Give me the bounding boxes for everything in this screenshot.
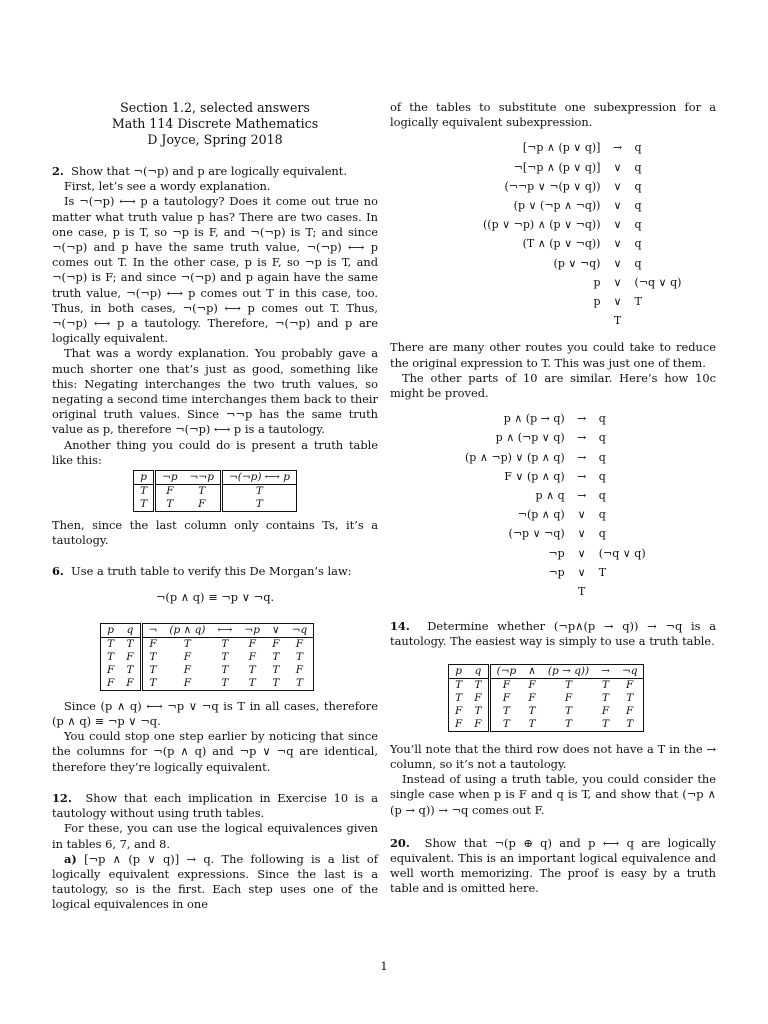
- exercise-prompt: Show that ¬(¬p) and p are logically equivalent.: [71, 164, 347, 178]
- chain-row: [478, 254, 686, 273]
- paragraph: Is ¬(¬p) ⟷ p a tautology? Does it come out true no matter what truth value p has? There are two cases. In one case, p is T, so ¬p is F, and ¬(¬p) is T; and since ¬(¬p) and p have the same truth value, ¬(¬p) ⟷ p comes out T. In the other case, p is F, so ¬p is T, and ¬(¬p) is F; and since ¬(¬p) and p again have the same truth value, ¬(¬p) ⟷ p comes out T in this case, too. Thus, in both cases, ¬(¬p) ⟷ p comes out T. Thus, ¬(¬p) ⟷ p a tautology. Therefore, ¬(¬p) and p are logically equivalent.: [52, 194, 378, 346]
- table-cell: T: [149, 676, 157, 689]
- table-header: p: [449, 664, 469, 678]
- table-cell: T: [626, 717, 634, 730]
- chain-right: q: [598, 431, 606, 445]
- paragraph: Another thing you could do is present a truth table like this:: [52, 437, 378, 467]
- table-row: [449, 678, 644, 692]
- paragraph: The other parts of 10 are similar. Here’s how 10c might be proved.: [390, 370, 716, 401]
- chain-row: [460, 467, 651, 486]
- chain-left: p ∧ (¬p ∨ q): [495, 431, 565, 445]
- chain-left: ¬[¬p ∧ (p ∨ q)]: [513, 160, 601, 174]
- chain-row: [460, 409, 651, 428]
- section-title: Section 1.2, selected answers: [120, 100, 310, 115]
- part-label: a): [64, 851, 77, 866]
- chain-row: [478, 215, 686, 234]
- chain-right: q: [598, 450, 606, 464]
- table-cell: T: [248, 676, 256, 689]
- table-cell: F: [183, 676, 192, 689]
- paragraph: of the tables to substitute one subexpression for a logically equivalent subexpression.: [390, 100, 716, 130]
- chain-row: [460, 582, 651, 601]
- course-title: Math 114 Discrete Mathematics: [111, 116, 319, 131]
- table-cell: F: [107, 676, 115, 689]
- table-cell: T: [528, 717, 536, 730]
- table-header: ¬(¬p) ⟷ p: [221, 471, 296, 485]
- table-header: ∨: [266, 623, 286, 637]
- chain-operator: ∨: [613, 160, 622, 174]
- paragraph: Instead of using a truth table, you could consider the single case when p is F and q is T, and show that (¬p ∧ (p → q)) → ¬q comes out F.: [390, 772, 716, 817]
- table-row: [101, 664, 314, 677]
- table-cell: T: [295, 676, 303, 689]
- equivalence-chain-10c: [460, 409, 651, 601]
- table-cell: T: [166, 498, 174, 511]
- paragraph: You’ll note that the third row does not have a T in the → column, so it’s not a tautology.: [390, 741, 716, 771]
- paragraph: [¬p ∧ (p ∨ q)] → q. The following is a list of logically equivalent expressions. Since the last is a tautology, so is the first. Each step uses one of the logical equivalences in one: [52, 851, 379, 912]
- exercise-prompt: Show that ¬(p ⊕ q) and p ⟷ q are logically equivalent. This is an important logical equivalence and well worth memorizing. The proof is easy by a truth table and is omitted here.: [390, 835, 716, 896]
- chain-row: [478, 196, 686, 215]
- exercise-14: [390, 619, 716, 817]
- table-cell: T: [528, 704, 536, 717]
- table-cell: F: [502, 691, 511, 704]
- table-cell: F: [468, 718, 489, 732]
- table-header: (p ∧ q): [163, 623, 211, 637]
- table-cell: T: [502, 717, 510, 730]
- chain-left: (¬p ∨ ¬q): [508, 527, 565, 541]
- table-cell: T: [565, 704, 573, 717]
- table-header: q: [468, 664, 489, 678]
- chain-left: ((p ∨ ¬p) ∧ (p ∨ ¬q)): [483, 218, 601, 232]
- chain-row: [478, 177, 686, 196]
- table-cell: T: [468, 705, 489, 718]
- chain-row: [478, 273, 686, 292]
- exercise-number: 12.: [52, 790, 72, 805]
- table-cell: F: [528, 691, 536, 704]
- chain-right: q: [634, 141, 642, 155]
- table-cell: T: [221, 663, 229, 676]
- chain-right: q: [634, 256, 642, 270]
- table-cell: T: [149, 650, 157, 663]
- table-cell: T: [107, 650, 115, 663]
- table-header: p: [134, 471, 155, 485]
- table-cell: F: [564, 691, 573, 704]
- table-cell: F: [166, 485, 174, 498]
- table-header: (p → q)): [542, 664, 595, 678]
- chain-left: (p ∨ (¬p ∧ ¬q)): [513, 199, 601, 213]
- chain-right: q: [634, 199, 642, 213]
- chain-operator: →: [577, 469, 587, 483]
- truth-table-ex14: [448, 664, 644, 732]
- table-cell: F: [184, 498, 222, 512]
- table-header: (¬p: [489, 664, 522, 678]
- chain-left: ¬p: [548, 565, 565, 579]
- table-cell: F: [248, 637, 256, 650]
- chain-row: [460, 563, 651, 582]
- chain-left: ¬(p ∧ q): [517, 508, 565, 522]
- chain-right: q: [598, 412, 606, 426]
- exercise-prompt: Determine whether (¬p∧(p → q)) → ¬q is a tautology. The easiest way is simply to use a truth table.: [390, 619, 716, 649]
- chain-operator: ∨: [613, 295, 622, 309]
- chain-left: p: [593, 295, 601, 309]
- chain-left: (p ∨ ¬q): [553, 256, 601, 270]
- table-cell: F: [120, 651, 141, 664]
- truth-table-ex2: [133, 470, 297, 512]
- table-cell: T: [134, 485, 155, 499]
- chain-right: q: [598, 508, 606, 522]
- chain-right: q: [598, 527, 606, 541]
- table-cell: T: [455, 678, 463, 691]
- table-row: [134, 485, 297, 499]
- chain-left: (¬¬p ∨ ¬(p ∨ q)): [504, 179, 601, 193]
- chain-left: ¬p: [548, 546, 565, 560]
- table-cell: F: [601, 704, 610, 717]
- table-cell: F: [455, 704, 463, 717]
- chain-operator: →: [612, 141, 623, 155]
- table-row: [449, 692, 644, 705]
- chain-operator: ∨: [613, 275, 622, 289]
- table-cell: T: [565, 717, 573, 730]
- table-cell: T: [272, 663, 280, 676]
- table-cell: F: [248, 650, 256, 663]
- table-cell: T: [255, 485, 263, 498]
- table-cell: F: [183, 650, 192, 663]
- table-cell: T: [221, 637, 229, 650]
- table-cell: T: [272, 676, 280, 689]
- right-column: [390, 100, 716, 897]
- table-cell: T: [455, 691, 463, 704]
- exercise-number: 20.: [390, 835, 410, 850]
- table-cell: T: [221, 650, 229, 663]
- chain-row: [478, 234, 686, 253]
- exercise-number: 6.: [52, 564, 64, 579]
- chain-row: [478, 311, 686, 330]
- table-row: [449, 705, 644, 718]
- truth-table-ex6: [100, 623, 314, 691]
- table-header: ¬¬p: [184, 471, 222, 485]
- table-cell: T: [602, 717, 610, 730]
- table-cell: T: [602, 691, 610, 704]
- exercise-2: [52, 164, 378, 548]
- table-cell: T: [602, 678, 610, 691]
- table-header: q: [120, 623, 141, 637]
- chain-right: (¬q ∨ q): [634, 275, 682, 289]
- paragraph: Then, since the last column only contains Ts, it’s a tautology.: [52, 518, 378, 548]
- chain-row: [460, 448, 651, 467]
- chain-left: (T ∧ (p ∨ ¬q)): [522, 237, 601, 251]
- table-cell: F: [183, 663, 192, 676]
- table-cell: F: [626, 678, 634, 691]
- chain-right: (¬q ∨ q): [598, 546, 646, 560]
- chain-operator: ∨: [613, 218, 622, 232]
- table-header: ¬q: [616, 664, 644, 678]
- display-formula: ¬(p ∧ q) ≡ ¬p ∨ ¬q.: [155, 589, 275, 604]
- chain-right: q: [598, 469, 606, 483]
- table-cell: T: [502, 704, 510, 717]
- table-cell: T: [134, 498, 155, 512]
- chain-final: T: [613, 314, 622, 328]
- chain-operator: ∨: [613, 256, 622, 270]
- table-cell: F: [149, 637, 157, 650]
- table-cell: F: [120, 677, 141, 691]
- chain-left: p ∧ (p → q): [503, 412, 565, 426]
- chain-row: [478, 158, 686, 177]
- chain-left: F ∨ (p ∧ q): [504, 469, 565, 483]
- chain-right: q: [634, 237, 642, 251]
- equivalence-chain: [478, 138, 686, 330]
- table-cell: F: [455, 717, 463, 730]
- table-cell: T: [149, 663, 157, 676]
- chain-operator: ∨: [577, 527, 586, 541]
- chain-row: [460, 544, 651, 563]
- chain-row: [460, 428, 651, 447]
- chain-final: T: [578, 585, 586, 599]
- chain-left: p: [593, 275, 601, 289]
- chain-row: [460, 505, 651, 524]
- exercise-12: [52, 791, 378, 913]
- table-header: ¬: [141, 623, 163, 637]
- table-row: [101, 651, 314, 664]
- exercise-prompt: Show that each implication in Exercise 10 is a tautology without using truth tables.: [52, 790, 378, 821]
- exercise-prompt: Use a truth table to verify this De Morgan’s law:: [71, 564, 352, 579]
- paragraph: Since (p ∧ q) ⟷ ¬p ∨ ¬q is T in all cases, therefore (p ∧ q) ≡ ¬p ∨ ¬q.: [52, 698, 378, 729]
- table-cell: F: [107, 663, 115, 676]
- chain-operator: →: [577, 489, 587, 503]
- table-cell: T: [184, 485, 222, 499]
- table-cell: T: [626, 691, 634, 704]
- chain-operator: ∨: [613, 199, 622, 213]
- table-cell: T: [468, 678, 489, 692]
- table-header: →: [595, 664, 616, 678]
- table-cell: T: [107, 637, 115, 650]
- page-number: 1: [380, 959, 388, 973]
- chain-row: [460, 486, 651, 505]
- chain-operator: →: [577, 450, 587, 464]
- author-line: D Joyce, Spring 2018: [147, 132, 283, 147]
- table-cell: T: [183, 637, 191, 650]
- chain-right: q: [634, 160, 642, 174]
- chain-left: [¬p ∧ (p ∨ q)]: [522, 141, 601, 155]
- table-header: ¬q: [286, 623, 314, 637]
- paragraph: That was a wordy explanation. You probably gave a much shorter one that’s just as good, something like this: Negating interchanges the two truth values, so negating a second time interchanges them back to their original truth values. Since ¬¬p has the same truth value as p, therefore ¬(¬p) ⟷ p is a tautology.: [52, 346, 378, 437]
- table-cell: F: [626, 704, 634, 717]
- table-cell: T: [221, 676, 229, 689]
- exercise-20: [390, 836, 716, 897]
- table-row: [101, 677, 314, 691]
- exercise-number: 14.: [390, 619, 410, 634]
- chain-row: [478, 138, 686, 157]
- chain-left: p ∧ q: [535, 489, 565, 503]
- table-cell: T: [255, 498, 263, 511]
- table-header: ⟷: [211, 623, 238, 637]
- table-cell: F: [295, 663, 304, 676]
- chain-operator: →: [577, 431, 587, 445]
- chain-right: q: [598, 489, 606, 503]
- chain-operator: →: [577, 412, 587, 426]
- table-cell: T: [565, 678, 573, 691]
- paragraph: For these, you can use the logical equivalences given in tables 6, 7, and 8.: [52, 821, 378, 851]
- left-column: [52, 100, 378, 913]
- chain-right: q: [634, 218, 642, 232]
- chain-right: q: [634, 179, 642, 193]
- table-cell: T: [120, 637, 141, 651]
- paragraph: First, let’s see a wordy explanation.: [64, 179, 271, 194]
- table-cell: F: [468, 692, 489, 705]
- table-header: p: [101, 623, 121, 637]
- chain-left: (p ∧ ¬p) ∨ (p ∧ q): [465, 450, 565, 464]
- chain-row: [460, 524, 651, 543]
- paragraph: There are many other routes you could take to reduce the original expression to T. This was just one of them.: [390, 340, 716, 370]
- chain-right: T: [598, 565, 607, 579]
- exercise-number: 2.: [52, 164, 64, 178]
- chain-operator: ∨: [613, 237, 622, 251]
- table-header: ∧: [522, 664, 542, 678]
- table-row: [101, 637, 314, 651]
- table-row: [449, 718, 644, 732]
- chain-operator: ∨: [577, 508, 586, 522]
- chain-operator: ∨: [577, 546, 586, 560]
- paragraph: You could stop one step earlier by noticing that since the columns for ¬(p ∧ q) and ¬p ∨ ¬q are identical, therefore they’re logically equivalent.: [52, 729, 378, 774]
- table-cell: F: [502, 678, 511, 691]
- table-cell: F: [295, 637, 304, 650]
- table-header: ¬p: [155, 471, 184, 485]
- chain-row: [478, 292, 686, 311]
- table-cell: F: [272, 637, 280, 650]
- table-cell: T: [295, 650, 303, 663]
- exercise-6: [52, 564, 378, 774]
- chain-operator: ∨: [577, 565, 586, 579]
- chain-operator: ∨: [613, 179, 622, 193]
- chain-right: T: [634, 295, 642, 309]
- table-header: ¬p: [238, 623, 266, 637]
- table-cell: T: [248, 663, 256, 676]
- table-row: [134, 498, 297, 512]
- table-cell: T: [272, 650, 280, 663]
- table-cell: F: [528, 678, 536, 691]
- table-cell: T: [120, 664, 141, 677]
